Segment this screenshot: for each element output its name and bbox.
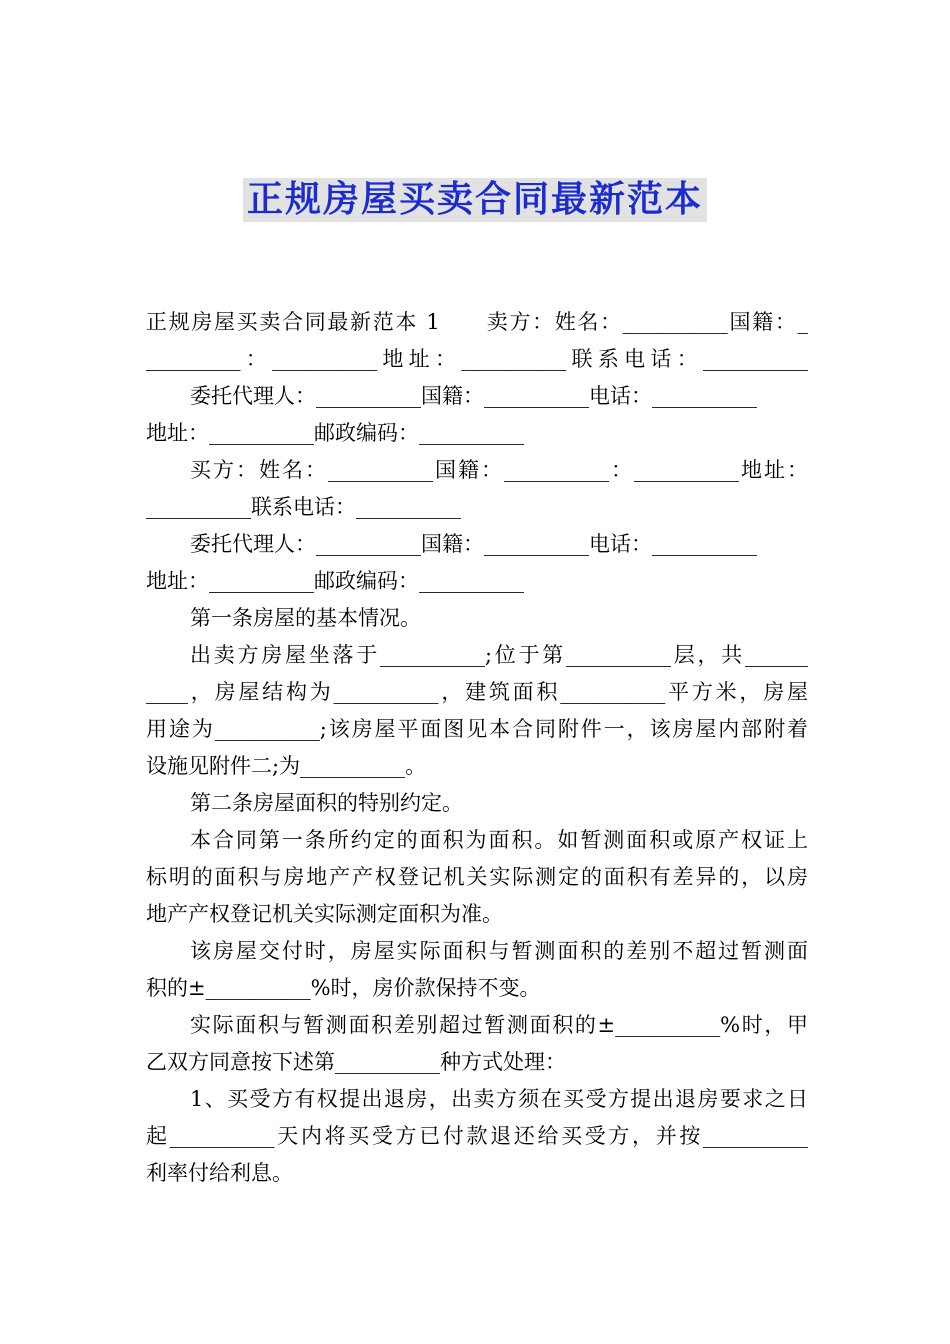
article-heading: 第二条房屋面积的特别约定。 xyxy=(190,791,463,815)
document-title: 正规房屋买卖合同最新范本 xyxy=(243,178,707,222)
text-line: 委托代理人：__________国籍：__________电话：__________ xyxy=(190,532,757,556)
text-line: 标明的面积与房地产产权登记机关实际测定的面积有差异的，以房 xyxy=(146,865,808,889)
text-line: 该房屋交付时，房屋实际面积与暂测面积的差别不超过暂测面 xyxy=(190,939,808,963)
text-line: 利率付给利息。 xyxy=(146,1161,293,1185)
text-line: 买方：姓名：__________国籍：__________：__________地址： xyxy=(190,458,808,482)
text-line: 正规房屋买卖合同最新范本 1 卖方：姓名：__________国籍：_ xyxy=(146,310,808,334)
text-line: _________：__________地址：__________联系电话：__________ xyxy=(146,347,808,371)
text-line: 地址：__________邮政编码：__________ xyxy=(146,421,524,445)
text-line: 用途为__________;该房屋平面图见本合同附件一，该房屋内部附着 xyxy=(146,717,808,741)
text-line: 1、买受方有权提出退房，出卖方须在买受方提出退房要求之日 xyxy=(190,1087,808,1111)
text-line: 委托代理人：__________国籍：__________电话：__________ xyxy=(190,384,757,408)
text-line: 出卖方房屋坐落于__________;位于第__________层，共______ xyxy=(190,643,808,667)
text-line: ____，房屋结构为__________，建筑面积__________平方米，房屋 xyxy=(146,680,808,704)
text-line: 本合同第一条所约定的面积为面积。如暂测面积或原产权证上 xyxy=(190,828,808,852)
text-line: 乙双方同意按下述第__________种方式处理： xyxy=(146,1050,566,1074)
document-body xyxy=(146,304,808,1192)
text-line: 实际面积与暂测面积差别超过暂测面积的±__________%时，甲 xyxy=(190,1013,808,1037)
text-line: 积的±__________%时，房价款保持不变。 xyxy=(146,976,541,1000)
text-line: 设施见附件二;为__________。 xyxy=(146,754,427,778)
text-line: 地址：__________邮政编码：__________ xyxy=(146,569,524,593)
text-line: 起__________天内将买受方已付款退还给买受方，并按__________ xyxy=(146,1124,808,1148)
title-container xyxy=(0,178,950,222)
text-line: 地产产权登记机关实际测定面积为准。 xyxy=(146,902,503,926)
text-line: __________联系电话：__________ xyxy=(146,495,461,519)
article-heading: 第一条房屋的基本情况。 xyxy=(190,606,421,630)
